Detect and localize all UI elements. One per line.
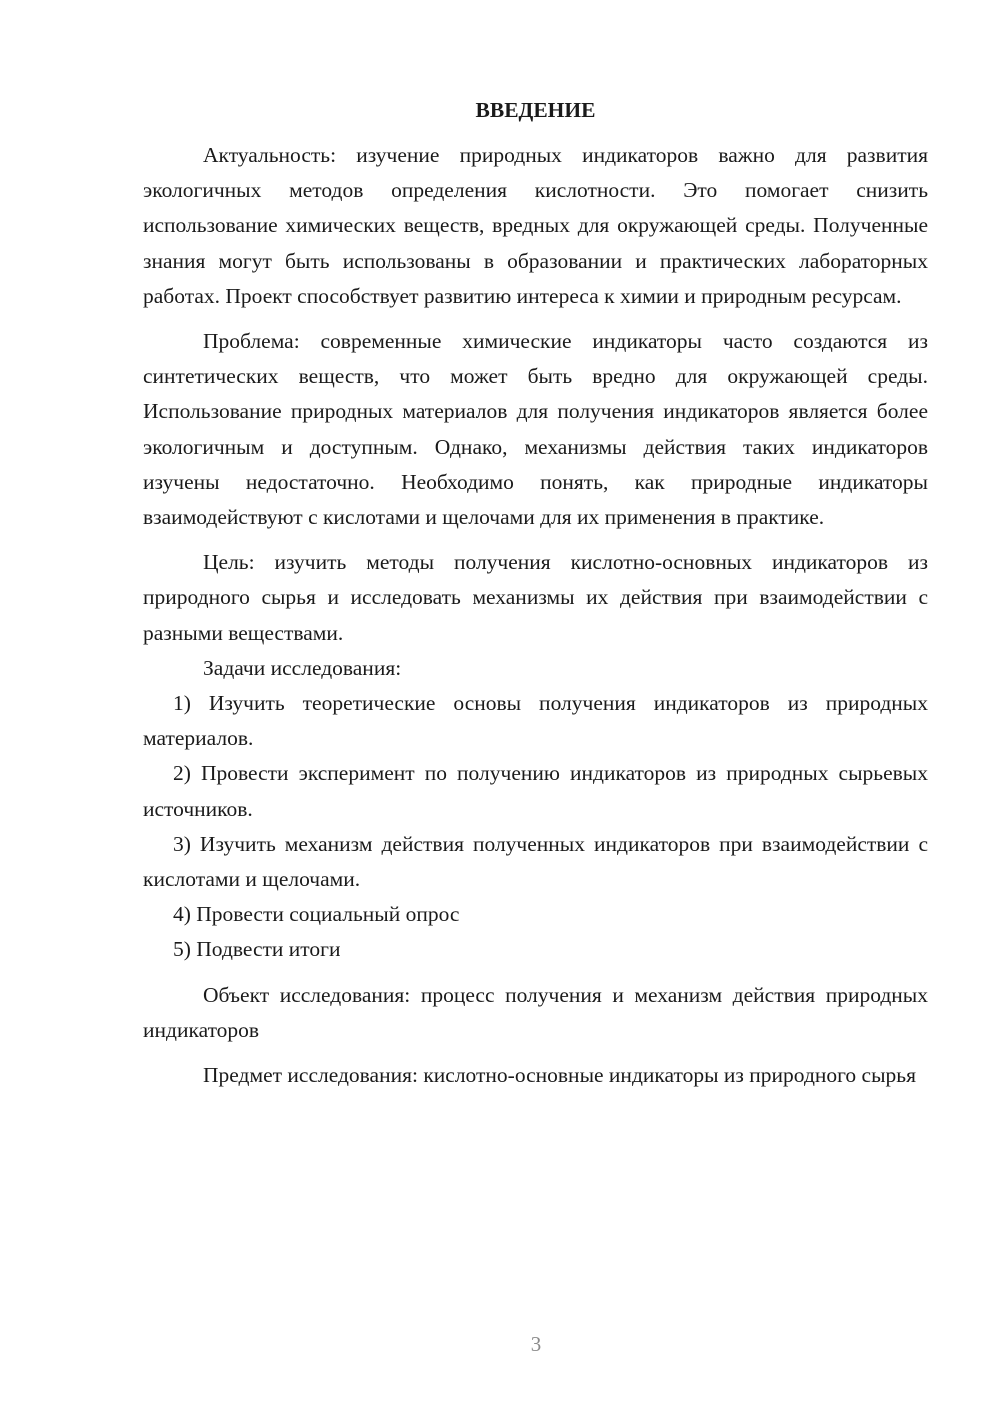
page-title: ВВЕДЕНИЕ — [475, 98, 596, 122]
goal-paragraph: Цель: изучить методы получения кислотно-основных индикаторов из природного сырья и исследовать механизмы их действия при взаимодействии с разными веществами. — [143, 550, 928, 645]
problem-paragraph: Проблема: современные химические индикаторы часто создаются из синтетических веществ, что может быть вредно для окружающей среды. Использование природных материалов для получения индикаторов является более экологичным и доступным. Однако, механизмы действия таких индикаторов изучены недостаточно. Необходимо понять, как природные индикаторы взаимодействуют с кислотами и щелочами для их применения в практике. — [143, 329, 928, 530]
list-item: 2) Провести эксперимент по получению индикаторов из природных сырьевых источников. — [143, 761, 928, 821]
relevance-paragraph: Актуальность: изучение природных индикаторов важно для развития экологичных методов определения кислотности. Это помогает снизить использование химических веществ, вредных для окружающей среды. Полученные знания могут быть использованы в образовании и практических лабораторных работах. Проект способствует развитию интереса к химии и природным ресурсам. — [143, 143, 928, 308]
object-paragraph: Объект исследования: процесс получения и механизм действия природных индикаторов — [143, 982, 928, 1042]
list-item: 3) Изучить механизм действия полученных индикаторов при взаимодействии с кислотами и щелочами. — [143, 831, 928, 892]
list-item: 1) Изучить теоретические основы получения индикаторов из природных материалов. — [143, 691, 928, 751]
page-number: 3 — [530, 1332, 542, 1356]
tasks-title: Задачи исследования: — [203, 655, 402, 680]
subject-paragraph: Предмет исследования: кислотно-основные индикаторы из природного сырья — [203, 1063, 916, 1088]
list-item: 4) Провести социальный опрос — [173, 902, 460, 927]
page-content — [143, 93, 928, 1093]
list-item: 5) Подвести итоги — [173, 937, 341, 962]
tasks-list — [143, 686, 928, 968]
